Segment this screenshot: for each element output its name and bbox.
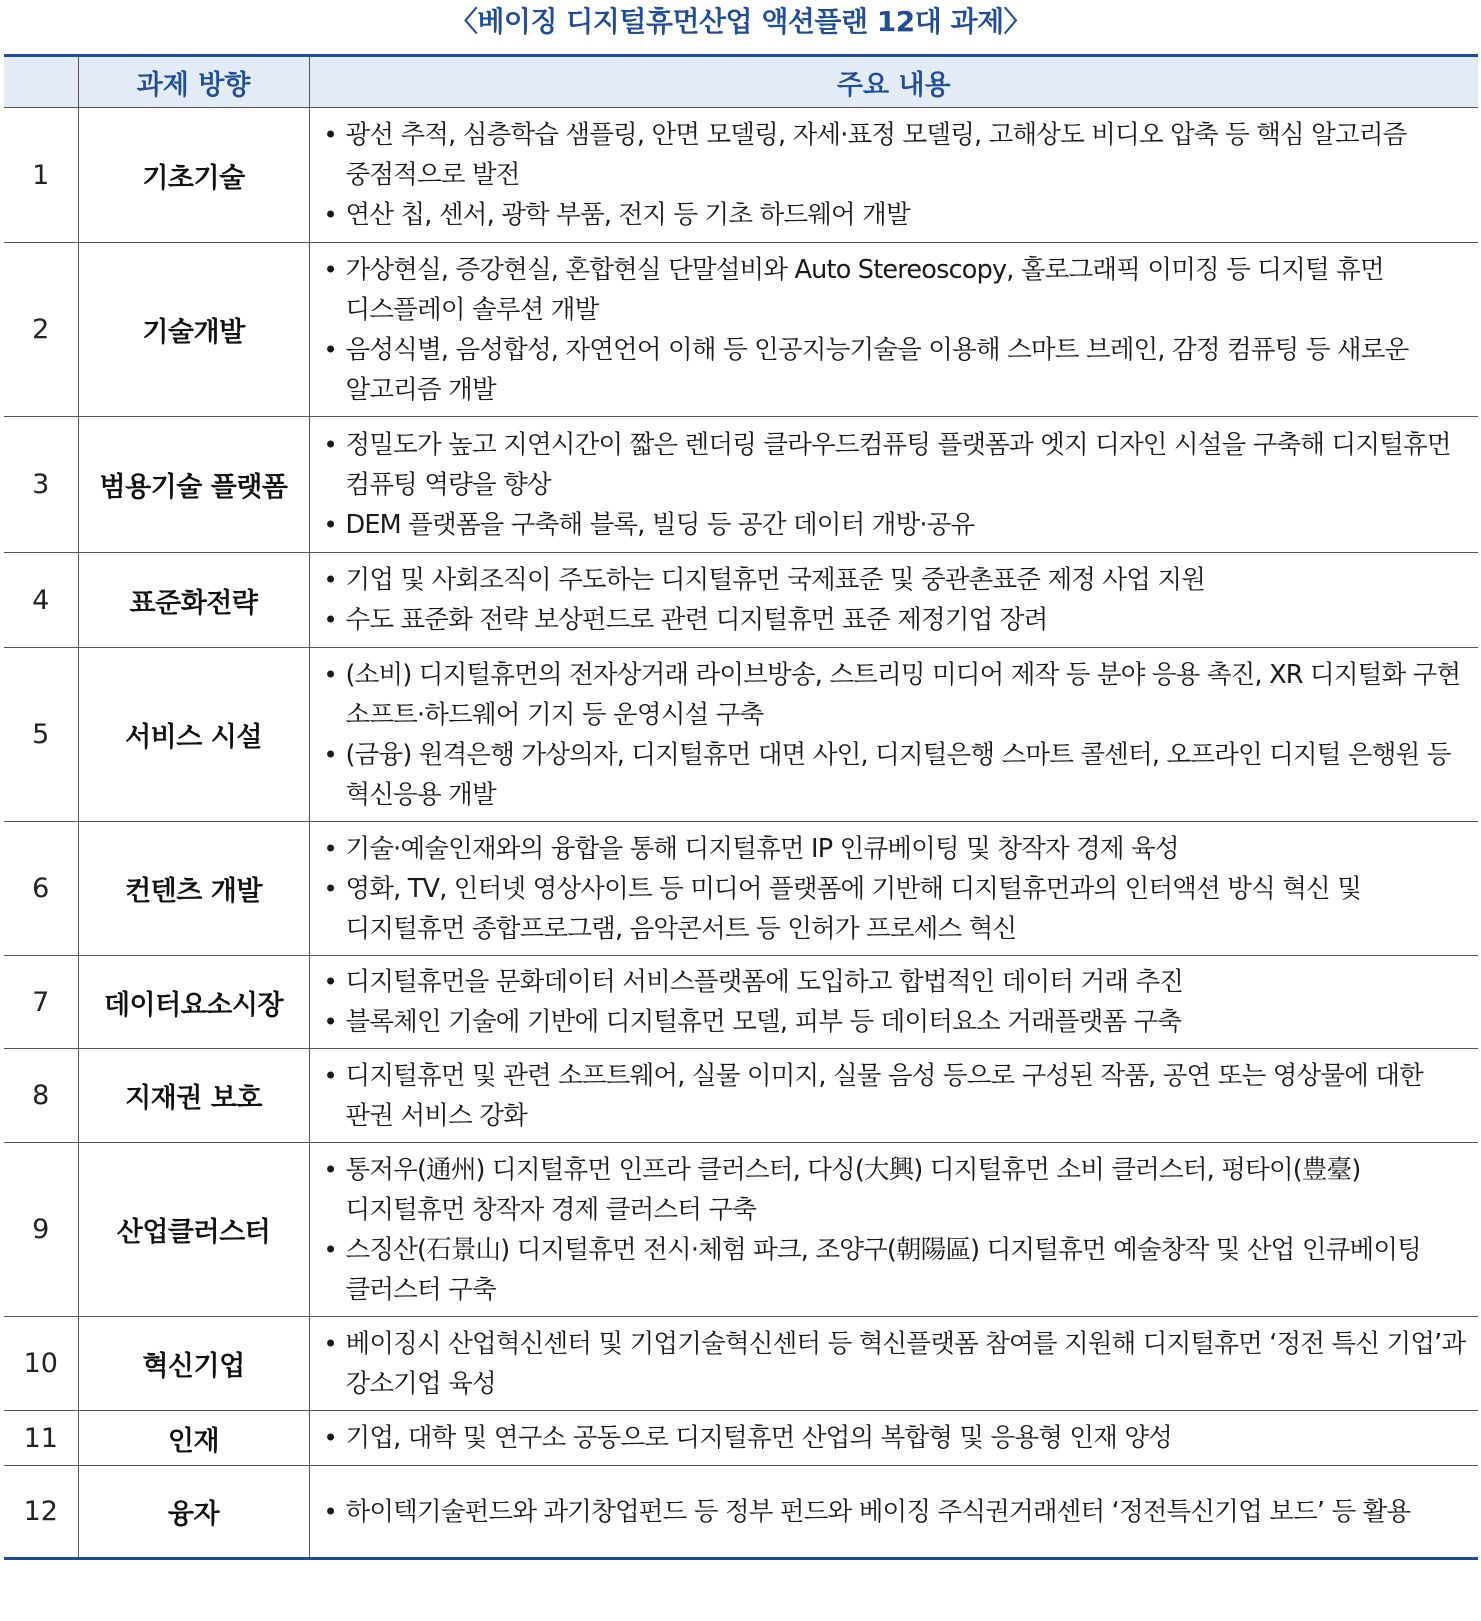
task-number: 7 (4, 956, 78, 1049)
bullet-item: • 정밀도가 높고 지연시간이 짧은 렌더링 클라우드컴퓨팅 플랫폼과 엣지 디자인 시설을 구축해 디지털휴먼 컴퓨팅 역량을 향상 (324, 425, 1469, 505)
bullet-list (324, 829, 1469, 949)
table-body (4, 108, 1478, 1559)
bullet-item: • (소비) 디지털휴먼의 전자상거래 라이브방송, 스트리밍 미디어 제작 등 분야 응용 촉진, XR 디지털화 구현 소프트·하드웨어 기지 등 운영시설 구축 (324, 655, 1469, 735)
bullet-item: • 음성식별, 음성합성, 자연언어 이해 등 인공지능기술을 이용해 스마트 브레인, 감정 컴퓨팅 등 새로운 알고리즘 개발 (324, 330, 1469, 410)
task-content (309, 1411, 1478, 1466)
task-direction: 융자 (78, 1466, 309, 1559)
bullet-list (324, 962, 1469, 1042)
table-row (4, 822, 1478, 956)
bullet-item: • (금융) 원격은행 가상의자, 디지털휴먼 대면 사인, 디지털은행 스마트 콜센터, 오프라인 디지털 은행원 등 혁신응용 개발 (324, 735, 1469, 815)
table-header (4, 56, 1478, 108)
task-content (309, 553, 1478, 648)
table-row (4, 1143, 1478, 1317)
bullet-item: • 통저우(通州) 디지털휴먼 인프라 클러스터, 다싱(大興) 디지털휴먼 소비 클러스터, 펑타이(豊臺) 디지털휴먼 창작자 경제 클러스터 구축 (324, 1150, 1469, 1230)
table-row (4, 108, 1478, 243)
header-number (4, 56, 78, 108)
bullet-list (324, 250, 1469, 410)
bullet-list (324, 425, 1469, 545)
table-row (4, 1049, 1478, 1143)
bullet-list (324, 1056, 1469, 1136)
bullet-list (324, 1492, 1469, 1532)
table-row (4, 417, 1478, 553)
task-direction: 산업클러스터 (78, 1143, 309, 1317)
tasks-table (4, 54, 1478, 1560)
table-row (4, 1466, 1478, 1559)
table-row (4, 648, 1478, 822)
bullet-list (324, 1324, 1469, 1404)
task-content (309, 108, 1478, 243)
task-content (309, 1143, 1478, 1317)
header-row (4, 56, 1478, 108)
bullet-item: • 기술·예술인재와의 융합을 통해 디지털휴먼 IP 인큐베이팅 및 창작자 경제 육성 (324, 829, 1469, 869)
task-number: 8 (4, 1049, 78, 1143)
table-row (4, 956, 1478, 1049)
task-content (309, 417, 1478, 553)
bullet-item: • 가상현실, 증강현실, 혼합현실 단말설비와 Auto Stereoscopy, 홀로그래픽 이미징 등 디지털 휴먼 디스플레이 솔루션 개발 (324, 250, 1469, 330)
table-row (4, 243, 1478, 417)
bullet-item: • 수도 표준화 전략 보상펀드로 관련 디지털휴먼 표준 제정기업 장려 (324, 600, 1469, 640)
task-number: 11 (4, 1411, 78, 1466)
bullet-item: • 블록체인 기술에 기반에 디지털휴먼 모델, 피부 등 데이터요소 거래플랫폼 구축 (324, 1002, 1469, 1042)
document-title: 〈베이징 디지털휴먼산업 액션플랜 12대 과제〉 (449, 5, 1032, 38)
bullet-item: • DEM 플랫폼을 구축해 블록, 빌딩 등 공간 데이터 개방·공유 (324, 505, 1469, 545)
task-number: 9 (4, 1143, 78, 1317)
task-number: 4 (4, 553, 78, 648)
task-content (309, 1049, 1478, 1143)
bullet-item: • 디지털휴먼을 문화데이터 서비스플랫폼에 도입하고 합법적인 데이터 거래 추진 (324, 962, 1469, 1002)
task-content (309, 956, 1478, 1049)
header-direction: 과제 방향 (78, 56, 309, 108)
task-content (309, 1466, 1478, 1559)
task-number: 12 (4, 1466, 78, 1559)
task-content (309, 822, 1478, 956)
task-direction: 기술개발 (78, 243, 309, 417)
bullet-item: • 베이징시 산업혁신센터 및 기업기술혁신센터 등 혁신플랫폼 참여를 지원해 디지털휴먼 ‘정전 특신 기업’과 강소기업 육성 (324, 1324, 1469, 1404)
bullet-item: • 영화, TV, 인터넷 영상사이트 등 미디어 플랫폼에 기반해 디지털휴먼과의 인터액션 방식 혁신 및 디지털휴먼 종합프로그램, 음악콘서트 등 인허가 프로세스 혁신 (324, 869, 1469, 949)
task-direction: 표준화전략 (78, 553, 309, 648)
task-direction: 인재 (78, 1411, 309, 1466)
bullet-item: • 광선 추적, 심층학습 샘플링, 안면 모델링, 자세·표정 모델링, 고해상도 비디오 압축 등 핵심 알고리즘 중점적으로 발전 (324, 115, 1469, 195)
task-number: 1 (4, 108, 78, 243)
bullet-item: • 연산 칩, 센서, 광학 부품, 전지 등 기초 하드웨어 개발 (324, 195, 1469, 235)
bullet-item: • 기업 및 사회조직이 주도하는 디지털휴먼 국제표준 및 중관촌표준 제정 사업 지원 (324, 560, 1469, 600)
bullet-list (324, 560, 1469, 640)
bullet-list (324, 655, 1469, 815)
table-row (4, 1317, 1478, 1411)
bullet-item: • 하이텍기술펀드와 과기창업펀드 등 정부 펀드와 베이징 주식권거래센터 ‘정전특신기업 보드’ 등 활용 (324, 1492, 1469, 1532)
task-number: 10 (4, 1317, 78, 1411)
task-direction: 지재권 보호 (78, 1049, 309, 1143)
task-content (309, 1317, 1478, 1411)
task-direction: 서비스 시설 (78, 648, 309, 822)
task-direction: 데이터요소시장 (78, 956, 309, 1049)
table-row (4, 1411, 1478, 1466)
header-content: 주요 내용 (309, 56, 1478, 108)
task-number: 6 (4, 822, 78, 956)
task-direction: 컨텐츠 개발 (78, 822, 309, 956)
table-row (4, 553, 1478, 648)
bullet-item: • 디지털휴먼 및 관련 소프트웨어, 실물 이미지, 실물 음성 등으로 구성된 작품, 공연 또는 영상물에 대한 판권 서비스 강화 (324, 1056, 1469, 1136)
bullet-list (324, 115, 1469, 235)
task-content (309, 243, 1478, 417)
task-number: 3 (4, 417, 78, 553)
bullet-list (324, 1150, 1469, 1310)
task-number: 2 (4, 243, 78, 417)
task-number: 5 (4, 648, 78, 822)
task-direction: 혁신기업 (78, 1317, 309, 1411)
bullet-list (324, 1418, 1469, 1458)
task-content (309, 648, 1478, 822)
task-direction: 범용기술 플랫폼 (78, 417, 309, 553)
bullet-item: • 기업, 대학 및 연구소 공동으로 디지털휴먼 산업의 복합형 및 응용형 인재 양성 (324, 1418, 1469, 1458)
bullet-item: • 스징산(石景山) 디지털휴먼 전시·체험 파크, 조양구(朝陽區) 디지털휴먼 예술창작 및 산업 인큐베이팅 클러스터 구축 (324, 1230, 1469, 1310)
task-direction: 기초기술 (78, 108, 309, 243)
